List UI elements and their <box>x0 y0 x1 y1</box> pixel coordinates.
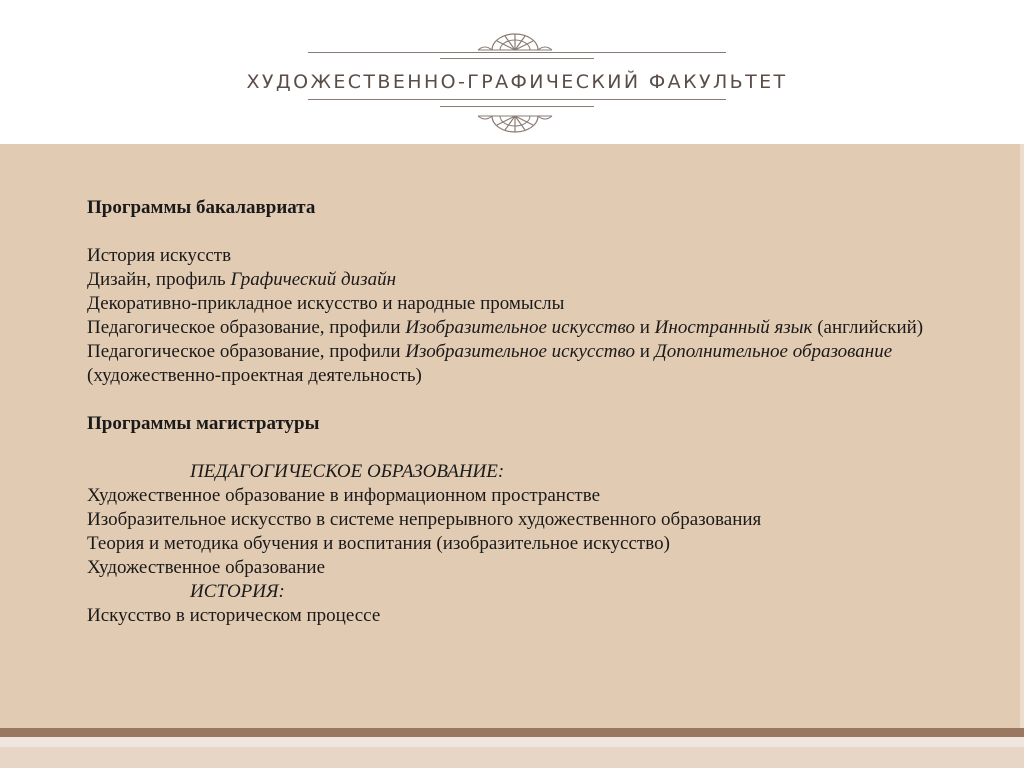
divider-line <box>308 99 726 100</box>
master-group-title: ПЕДАГОГИЧЕСКОЕ ОБРАЗОВАНИЕ: <box>190 461 505 482</box>
divider-line <box>440 106 594 107</box>
sunburst-ornament-icon <box>470 30 560 58</box>
footer-strip-inner <box>0 747 1024 768</box>
divider-line <box>440 58 594 59</box>
page-title: ХУДОЖЕСТВЕННО-ГРАФИЧЕСКИЙ ФАКУЛЬТЕТ <box>246 71 788 93</box>
bachelor-heading: Программы бакалавриата <box>87 197 316 218</box>
bachelor-program: Педагогическое образование, профили Изобразительное искусство и Иностранный язык (английский) <box>87 317 924 338</box>
master-group-title: ИСТОРИЯ: <box>190 581 285 602</box>
programs-text <box>87 196 987 628</box>
footer-bar <box>0 728 1024 737</box>
bachelor-program: Декоративно-прикладное искусство и народные промыслы <box>87 293 565 314</box>
divider-line <box>308 52 726 53</box>
master-program: Теория и методика обучения и воспитания (изобразительное искусство) <box>87 533 670 554</box>
bachelor-program: История искусств <box>87 245 232 266</box>
master-program: Изобразительное искусство в системе непрерывного художественного образования <box>87 509 762 530</box>
master-heading: Программы магистратуры <box>87 413 320 434</box>
panel-edge <box>1020 144 1024 728</box>
master-program: Художественное образование <box>87 557 326 578</box>
sunburst-ornament-icon <box>470 110 560 138</box>
bachelor-program: Дизайн, профиль Графический дизайн <box>87 269 396 290</box>
master-program: Художественное образование в информационном пространстве <box>87 485 601 506</box>
master-program: Искусство в историческом процессе <box>87 605 381 626</box>
header <box>0 0 1024 144</box>
bachelor-program: Педагогическое образование, профили Изобразительное искусство и Дополнительное образование (художественно-проектная деятельность) <box>87 341 893 386</box>
